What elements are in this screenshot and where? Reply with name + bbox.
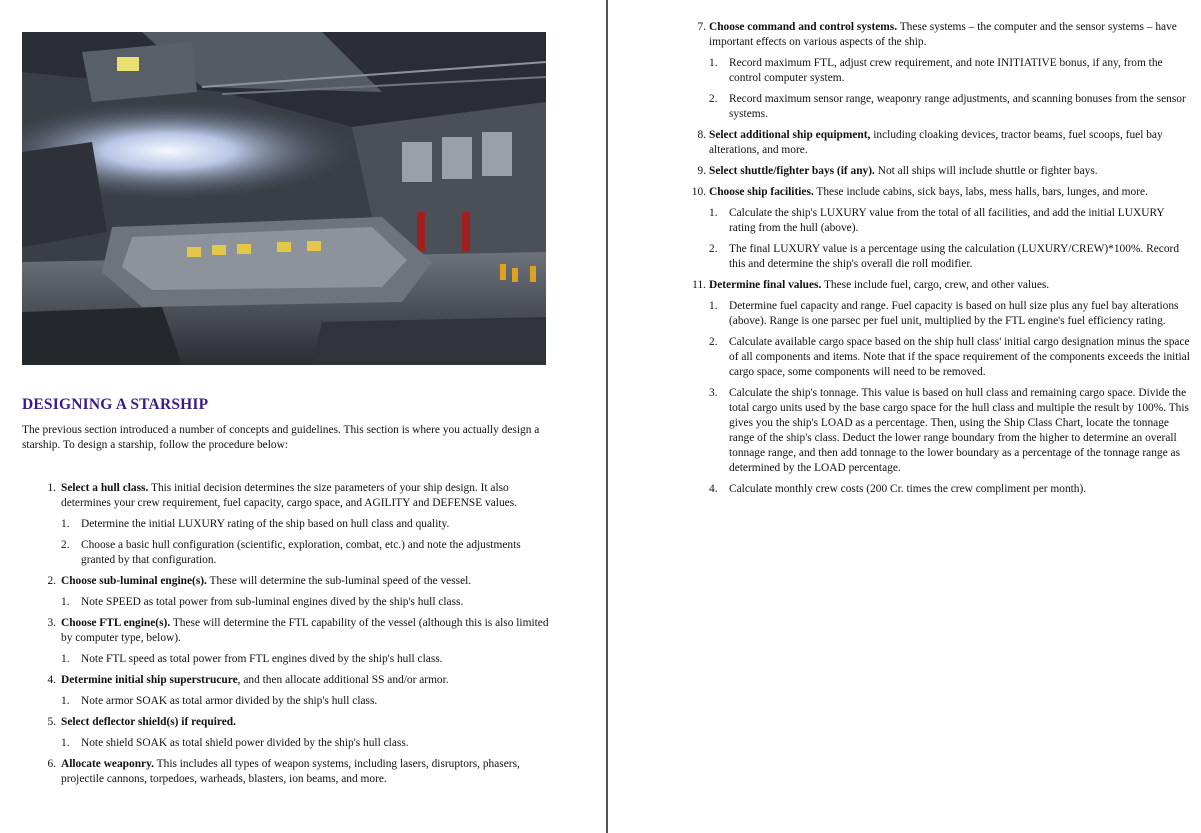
substep-list	[709, 206, 1190, 272]
step-lead: Select additional ship equipment,	[709, 129, 871, 141]
substep-number: 1.	[61, 596, 70, 608]
substep-text: Calculate the ship's tonnage. This value is based on hull class and remaining cargo space. Divide the total cargo units used by the base cargo space for the hull class and multiple the result by 100%. This gives you the ship's LOAD as a percentage. Then, using the Ship Class Chart, locate the tonnage range of the ship's class. Deduct the lower range boundary from the higher to determine an overall tonnage range, and then add tonnage to the lower boundary as a percentage of the tonnage range as determined by the LOAD percentage.	[729, 387, 1189, 474]
substep-list	[61, 694, 552, 709]
substep	[709, 242, 1190, 272]
substep-text: Choose a basic hull configuration (scientific, exploration, combat, etc.) and note the adjustments granted by that configuration.	[81, 539, 521, 566]
substep	[709, 92, 1190, 122]
step-text: , and then allocate additional SS and/or armor.	[237, 674, 449, 686]
step-number: 11.	[692, 279, 706, 291]
procedure-step	[22, 673, 552, 709]
procedure-step	[22, 715, 552, 751]
step-text: including cloaking devices, tractor beams, fuel scoops, fuel bay alterations, and more.	[709, 129, 1163, 156]
step-text: These include fuel, cargo, crew, and other values.	[823, 279, 1050, 291]
step-number: 10.	[691, 186, 706, 198]
step-number: 1.	[47, 482, 56, 494]
procedure-step	[670, 128, 1190, 158]
step-number: 6.	[47, 758, 56, 770]
step-number: 8.	[697, 129, 706, 141]
substep-text: Record maximum FTL, adjust crew requirement, and note INITIATIVE bonus, if any, from the control computer system.	[729, 57, 1163, 84]
substep-number: 2.	[61, 539, 70, 551]
step-lead: Determine initial ship superstrucure	[61, 674, 238, 686]
step-lead: Allocate weaponry.	[61, 758, 155, 770]
intro-paragraph: The previous section introduced a number of concepts and guidelines. This section is where you actually design a starship. To design a starship, follow the procedure below:	[22, 424, 540, 451]
step-lead: Choose ship facilities.	[709, 186, 814, 198]
step-lead: Choose command and control systems.	[709, 21, 898, 33]
substep-text: Note FTL speed as total power from FTL engines dived by the ship's hull class.	[81, 653, 443, 665]
step-number: 4.	[47, 674, 56, 686]
step-text: These will determine the FTL capability of the vessel (although this is also limited by computer type, below).	[61, 617, 549, 644]
substep-text: Note armor SOAK as total armor divided by the ship's hull class.	[81, 695, 378, 707]
starship-hangar-illustration	[22, 32, 546, 365]
section-heading: DESIGNING A STARSHIP	[22, 396, 209, 413]
procedure-list-left	[22, 481, 552, 793]
substep	[709, 335, 1190, 380]
step-number: 2.	[47, 575, 56, 587]
step-number: 3.	[47, 617, 56, 629]
substep-number: 1.	[709, 207, 718, 219]
substep	[61, 652, 552, 667]
step-lead: Select a hull class.	[61, 482, 149, 494]
substep-number: 1.	[61, 653, 70, 665]
substep-text: Determine fuel capacity and range. Fuel capacity is based on hull size plus any fuel bay alterations (above). Range is one parsec per fuel unit, multiplied by the FTL engine's fuel efficiency rating.	[729, 300, 1179, 327]
procedure-step	[22, 757, 552, 787]
procedure-step	[22, 616, 552, 667]
substep-text: Note shield SOAK as total shield power divided by the ship's hull class.	[81, 737, 409, 749]
substep	[709, 299, 1190, 329]
substep-number: 3.	[709, 387, 718, 399]
substep-list	[61, 652, 552, 667]
substep-number: 2.	[709, 336, 718, 348]
procedure-step	[22, 574, 552, 610]
substep-number: 1.	[61, 737, 70, 749]
substep-list	[61, 517, 552, 568]
substep-text: Calculate available cargo space based on the ship hull class' initial cargo designation minus the space of all components and items. Note that if the space requirement of the components exceeds the initial cargo space, some components will need to be removed.	[729, 336, 1190, 378]
substep-list	[61, 595, 552, 610]
substep	[61, 595, 552, 610]
step-lead: Determine final values.	[709, 279, 822, 291]
substep-number: 1.	[61, 518, 70, 530]
procedure-step	[22, 481, 552, 568]
step-text: These will determine the sub-luminal speed of the vessel.	[209, 575, 472, 587]
step-number: 7.	[697, 21, 706, 33]
step-text: These systems – the computer and the sensor systems – have important effects on various aspects of the ship.	[709, 21, 1177, 48]
substep-number: 1.	[709, 57, 718, 69]
substep-text: Determine the initial LUXURY rating of the ship based on hull class and quality.	[81, 518, 450, 530]
substep-list	[709, 56, 1190, 122]
procedure-step	[670, 164, 1190, 179]
procedure-list-right	[670, 20, 1190, 503]
substep-text: Calculate the ship's LUXURY value from the total of all facilities, and add the initial LUXURY rating from the hull (above).	[729, 207, 1165, 234]
step-number: 5.	[47, 716, 56, 728]
substep-text: The final LUXURY value is a percentage using the calculation (LUXURY/CREW)*100%. Record this and determine the ship's overall die roll modifier.	[729, 243, 1180, 270]
procedure-step	[670, 278, 1190, 497]
substep	[709, 482, 1190, 497]
substep	[61, 736, 552, 751]
step-number: 9.	[697, 165, 706, 177]
substep	[61, 694, 552, 709]
step-text: This includes all types of weapon systems, including lasers, disruptors, phasers, projectile cannons, torpedoes, warheads, blasters, ion beams, and more.	[61, 758, 520, 785]
substep-number: 1.	[61, 695, 70, 707]
step-lead: Select deflector shield(s) if required.	[61, 716, 236, 728]
substep-number: 2.	[709, 93, 718, 105]
substep-list	[61, 736, 552, 751]
substep	[709, 386, 1190, 476]
step-lead: Select shuttle/fighter bays (if any).	[709, 165, 875, 177]
substep-text: Note SPEED as total power from sub-luminal engines dived by the ship's hull class.	[81, 596, 464, 608]
substep-number: 4.	[709, 483, 718, 495]
hangar-artwork	[22, 32, 546, 365]
substep-number: 2.	[709, 243, 718, 255]
substep-text: Record maximum sensor range, weaponry range adjustments, and scanning bonuses from the sensor systems.	[729, 93, 1186, 120]
step-lead: Choose FTL engine(s).	[61, 617, 171, 629]
substep-text: Calculate monthly crew costs (200 Cr. times the crew compliment per month).	[729, 483, 1087, 495]
step-lead: Choose sub-luminal engine(s).	[61, 575, 207, 587]
procedure-step	[670, 185, 1190, 272]
substep	[709, 206, 1190, 236]
substep-list	[709, 299, 1190, 497]
substep	[709, 56, 1190, 86]
procedure-step	[670, 20, 1190, 122]
step-text: These include cabins, sick bays, labs, mess halls, bars, lunges, and more.	[816, 186, 1148, 198]
substep	[61, 538, 552, 568]
step-text: Not all ships will include shuttle or fighter bays.	[877, 165, 1098, 177]
substep-number: 1.	[709, 300, 718, 312]
step-text: This initial decision determines the size parameters of your ship design. It also determines your crew requirement, fuel capacity, cargo space, and AGILITY and DEFENSE values.	[61, 482, 517, 509]
substep	[61, 517, 552, 532]
